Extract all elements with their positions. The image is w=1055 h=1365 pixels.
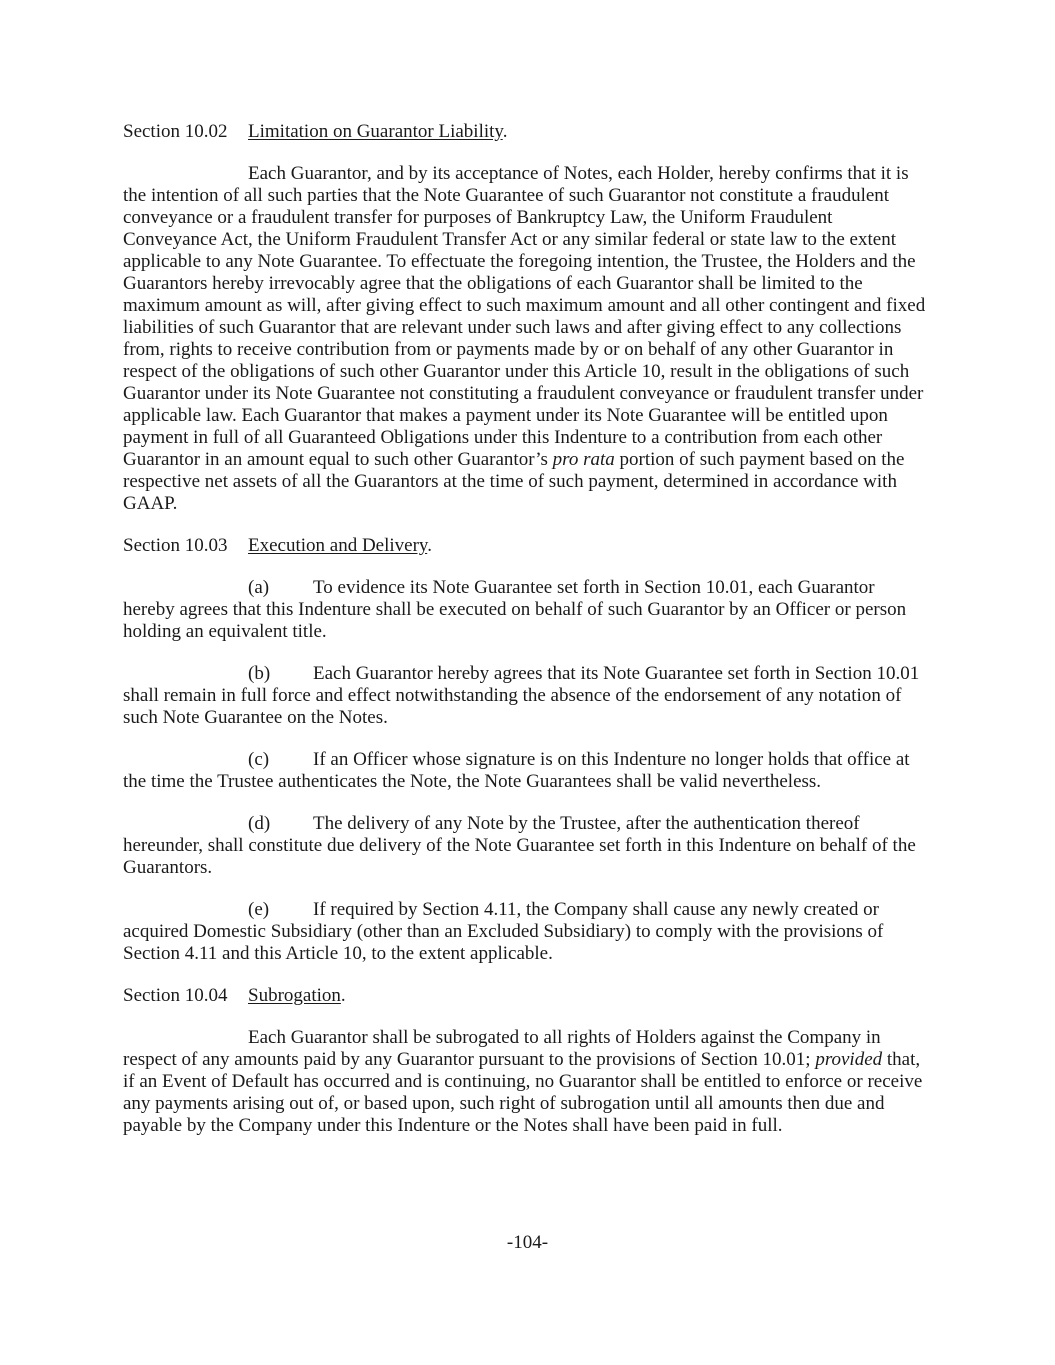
page-number: -104- (506, 1232, 549, 1253)
section-heading-10-02 (123, 121, 930, 143)
section-title: Subrogation (248, 985, 341, 1006)
italic-term: pro rata (552, 449, 615, 470)
subsection-text: If required by Section 4.11, the Company shall cause any newly created or acquired Domestic Subsidiary (other than an Excluded Subsidiary) to comply with the provisions of Section 4.11 and this Article 10, to the extent applicable. (123, 899, 884, 964)
subsection-text: To evidence its Note Guarantee set forth in Section 10.01, each Guarantor hereby agrees that this Indenture shall be executed on behalf of such Guarantor by an Officer or person holding an equivalent title. (123, 577, 907, 642)
section-title: Limitation on Guarantor Liability (248, 121, 503, 142)
paragraph-text: Each Guarantor shall be subrogated to all rights of Holders against the Company in respect of any amounts paid by any Guarantor pursuant to the provisions of Section 10.01; (123, 1027, 881, 1070)
subsection-text: If an Officer whose signature is on this Indenture no longer holds that office at the time the Trustee authenticates the Note, the Note Guarantees shall be valid nevertheless. (123, 749, 910, 792)
section-period: . (427, 535, 432, 556)
subsection-label: (e) (248, 899, 270, 920)
subsection-e (123, 899, 930, 965)
subsection-d (123, 813, 930, 879)
subsection-c (123, 749, 930, 793)
subsection-a (123, 577, 930, 643)
subsection-label: (d) (248, 813, 271, 834)
paragraph-text: Each Guarantor, and by its acceptance of Notes, each Holder, hereby confirms that it is the intention of all such parties that the Note Guarantee of such Guarantor not constitute a fraudulent conveyance or a fraudulent transfer for purposes of Bankruptcy Law, the Uniform Fraudulent Conveyance Act, the Uniform Fraudulent Transfer Act or any similar federal or state law to the extent applicable to any Note Guarantee. To effectuate the foregoing intention, the Trustee, the Holders and the Guarantors hereby irrevocably agree that the obligations of each Guarantor shall be limited to the maximum amount as will, after giving effect to such maximum amount and all other contingent and fixed liabilities of such Guarantor that are relevant under such laws and after giving effect to any collections from, rights to receive contribution from or payments made by or on behalf of any other Guarantor in respect of the obligations of such other Guarantor under this Article 10, result in the obligations of such Guarantor under its Note Guarantee not constituting a fraudulent conveyance or fraudulent transfer under applicable law. Each Guarantor that makes a payment under its Note Guarantee will be entitled upon payment in full of all Guaranteed Obligations under this Indenture to a contribution from each other Guarantor in an amount equal to such other Guarantor’s (123, 163, 926, 470)
section-heading-10-04 (123, 985, 930, 1007)
subsection-b (123, 663, 930, 729)
italic-term: provided (815, 1049, 883, 1070)
section-title: Execution and Delivery (248, 535, 428, 556)
section-number: Section 10.03 (123, 535, 228, 556)
subsection-label: (c) (248, 749, 270, 770)
page-footer (0, 1232, 1055, 1254)
section-number: Section 10.02 (123, 121, 228, 142)
subsection-label: (a) (248, 577, 270, 598)
subsection-text: Each Guarantor hereby agrees that its Note Guarantee set forth in Section 10.01 shall remain in full force and effect notwithstanding the absence of the endorsement of any notation of such Note Guarantee on the Notes. (123, 663, 920, 728)
subsection-text: The delivery of any Note by the Trustee, after the authentication thereof hereunder, shall constitute due delivery of the Note Guarantee set forth in this Indenture on behalf of the Guarantors. (123, 813, 916, 878)
subsection-label: (b) (248, 663, 271, 684)
section-heading-10-03 (123, 535, 930, 557)
section-number: Section 10.04 (123, 985, 228, 1006)
paragraph-10-04-body (123, 1027, 930, 1137)
section-period: . (340, 985, 346, 1006)
paragraph-text: portion of such payment based on the respective net assets of all the Guarantors at the time of such payment, determined in accordance with GAAP. (123, 449, 905, 514)
paragraph-text: that, if an Event of Default has occurred and is continuing, no Guarantor shall be entitled to enforce or receive any payments arising out of, or based upon, such right of subrogation until all amounts then due and payable by the Company under this Indenture or the Notes shall have been paid in full. (123, 1049, 923, 1136)
section-period: . (502, 121, 508, 142)
paragraph-10-02-body (123, 163, 930, 515)
